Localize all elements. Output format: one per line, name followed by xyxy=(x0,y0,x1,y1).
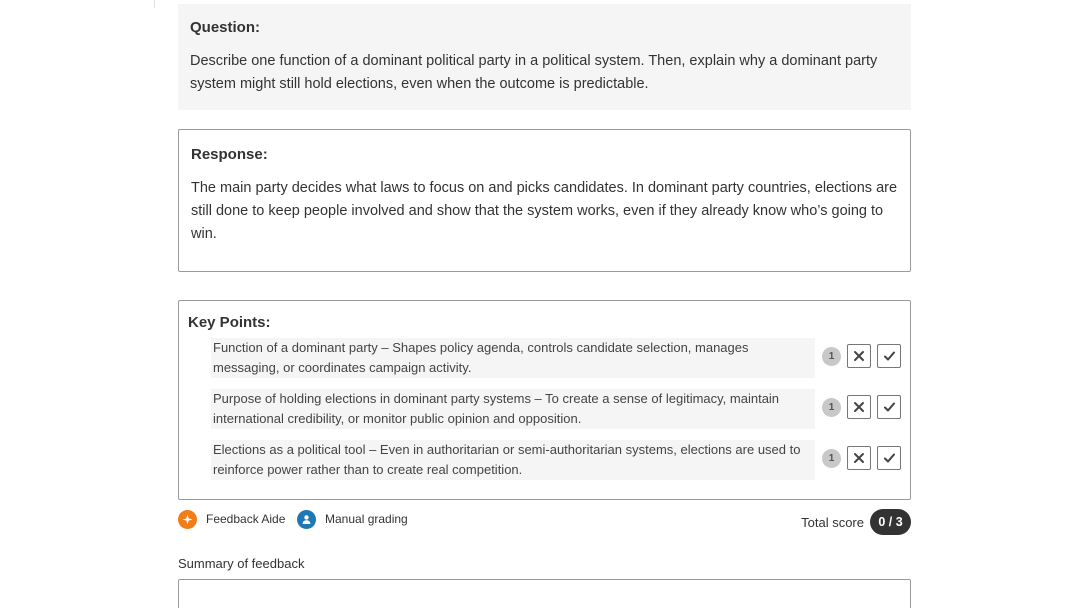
key-point-item xyxy=(211,389,903,429)
feedback-aide-button[interactable] xyxy=(178,509,285,529)
point-value-badge: 1 xyxy=(822,347,841,366)
reject-key-point-button[interactable] xyxy=(847,344,871,368)
manual-grading-button[interactable] xyxy=(297,509,408,529)
summary-feedback-input[interactable] xyxy=(178,579,911,608)
manual-grading-label: Manual grading xyxy=(325,512,408,526)
feedback-aide-label: Feedback Aide xyxy=(206,512,286,526)
response-title: Response: xyxy=(191,146,268,163)
person-icon xyxy=(297,510,316,529)
key-point-item xyxy=(211,440,903,480)
key-point-text: Function of a dominant party – Shapes policy agenda, controls candidate selection, manages messaging, or coordinates campaign activity. xyxy=(211,338,815,378)
check-icon xyxy=(883,350,896,362)
x-icon xyxy=(853,452,865,464)
point-value-badge: 1 xyxy=(822,449,841,468)
response-panel xyxy=(178,129,911,272)
score-footer xyxy=(178,508,911,536)
key-point-text: Elections as a political tool – Even in authoritarian or semi-authoritarian systems, elections are used to reinforce power rather than to create real competition. xyxy=(211,440,815,480)
point-value-badge: 1 xyxy=(822,398,841,417)
key-points-panel xyxy=(178,300,911,500)
key-point-item xyxy=(211,338,903,378)
sparkle-icon xyxy=(178,510,197,529)
reject-key-point-button[interactable] xyxy=(847,395,871,419)
question-text: Describe one function of a dominant political party in a political system. Then, explain why a dominant party system might still hold elections, even when the outcome is predictable. xyxy=(190,53,878,92)
accept-key-point-button[interactable] xyxy=(877,344,901,368)
check-icon xyxy=(883,452,896,464)
check-icon xyxy=(883,401,896,413)
reject-key-point-button[interactable] xyxy=(847,446,871,470)
accept-key-point-button[interactable] xyxy=(877,395,901,419)
total-score-label: Total score xyxy=(801,515,864,530)
summary-label: Summary of feedback xyxy=(178,556,305,571)
total-score-badge: 0 / 3 xyxy=(870,509,911,535)
accept-key-point-button[interactable] xyxy=(877,446,901,470)
x-icon xyxy=(853,401,865,413)
key-points-title: Key Points: xyxy=(188,314,271,331)
divider xyxy=(154,0,155,8)
question-title: Question: xyxy=(190,19,260,36)
key-point-text: Purpose of holding elections in dominant party systems – To create a sense of legitimacy, maintain international credibility, or monitor public opinion and opposition. xyxy=(211,389,815,429)
response-text: The main party decides what laws to focus on and picks candidates. In dominant party countries, elections are still done to keep people involved and show that the system works, even if they already know who’s going to win. xyxy=(191,180,898,242)
question-panel xyxy=(178,4,911,110)
x-icon xyxy=(853,350,865,362)
